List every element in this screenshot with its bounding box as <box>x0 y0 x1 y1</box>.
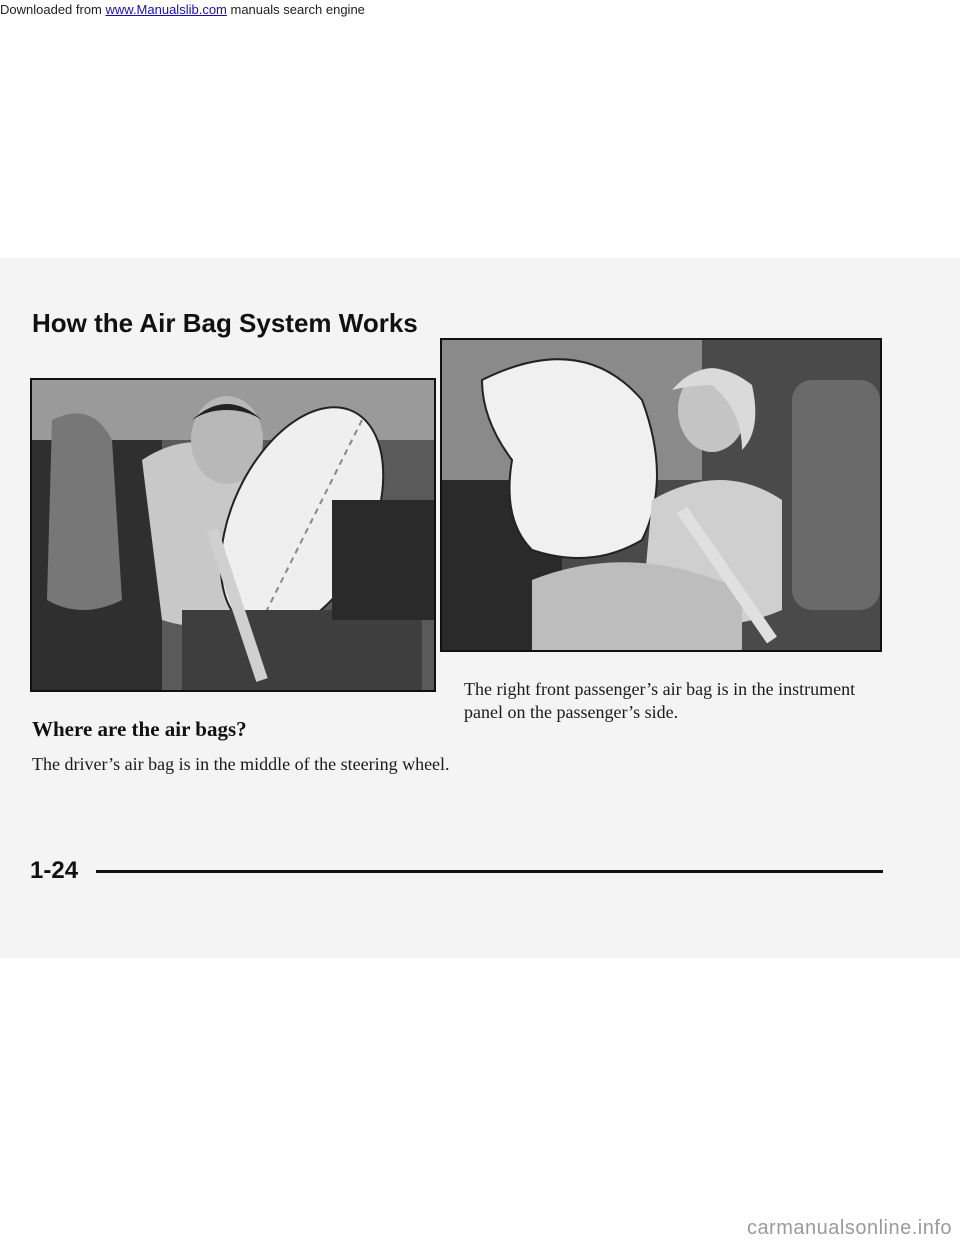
footer-rule <box>96 870 883 873</box>
passenger-airbag-text: The right front passenger’s air bag is in the instrument panel on the passenger’s side. <box>464 679 856 722</box>
page-number: 1-24 <box>30 857 79 884</box>
driver-airbag-text: The driver’s air bag is in the middle of the steering wheel. <box>32 754 450 774</box>
passenger-airbag-drawing <box>442 340 880 650</box>
driver-airbag-drawing <box>32 380 434 690</box>
section-subheading: Where are the air bags? <box>32 717 247 741</box>
driver-airbag-illustration <box>30 378 436 692</box>
download-banner <box>0 0 365 20</box>
watermark-text: carmanualsonline.info <box>746 1217 952 1239</box>
page-title: How the Air Bag System Works <box>32 308 418 338</box>
banner-prefix: Downloaded from <box>0 2 106 17</box>
banner-suffix: manuals search engine <box>226 2 365 17</box>
passenger-airbag-illustration <box>440 338 882 652</box>
manualslib-link[interactable]: www.Manualslib.com <box>105 2 227 17</box>
